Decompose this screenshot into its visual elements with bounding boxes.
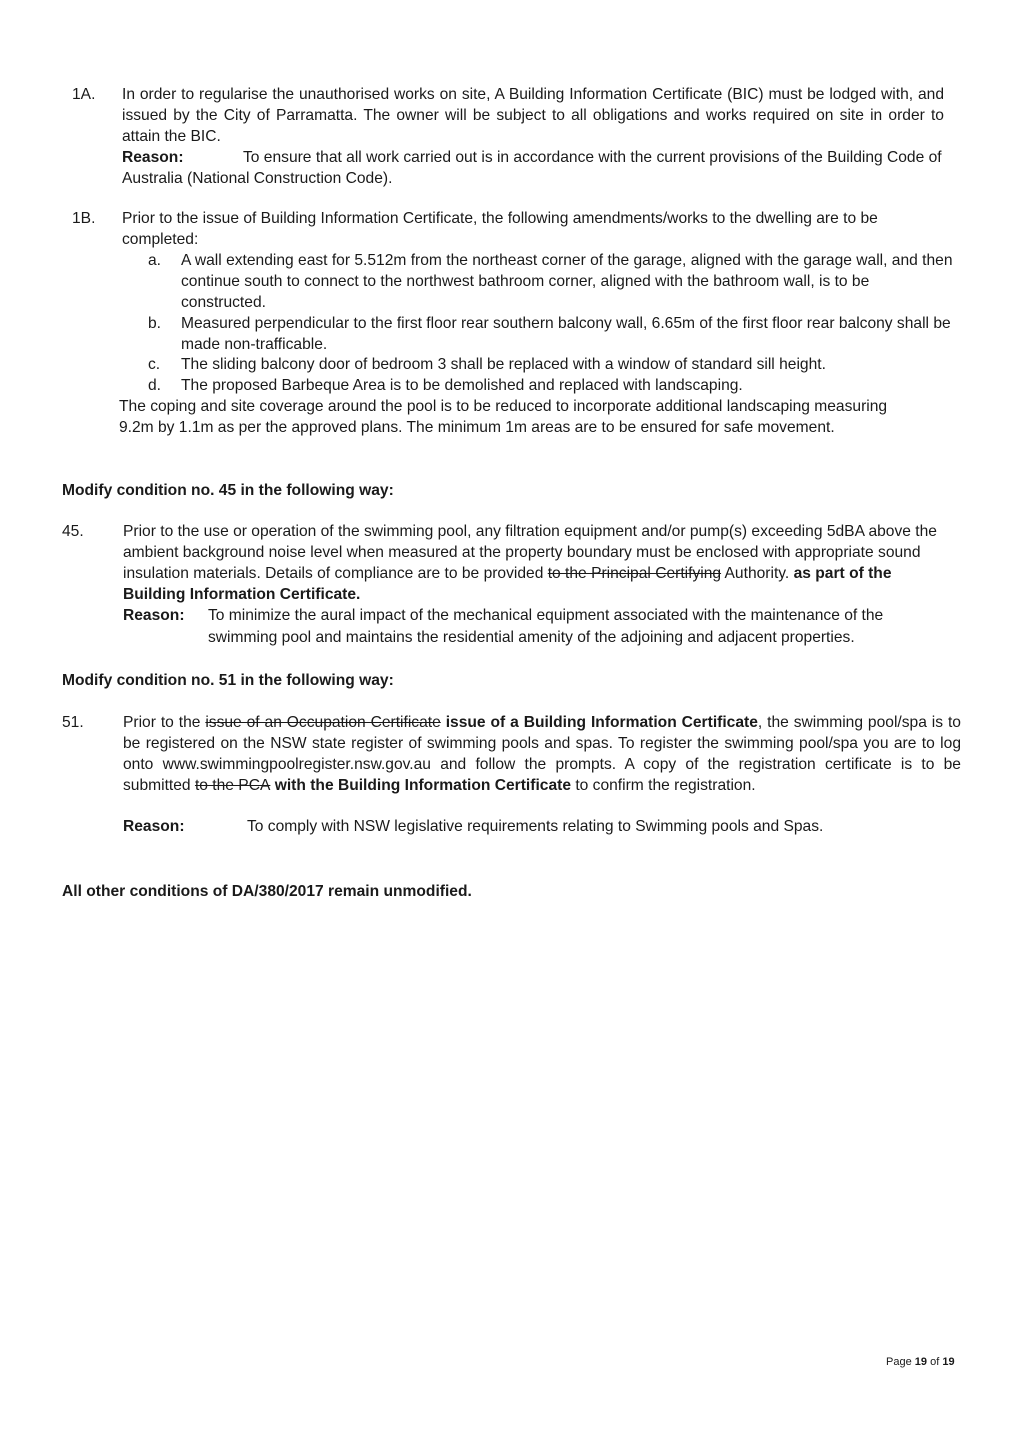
condition-1a-reason-text: To ensure that all work carried out is in accordance with the current provisions of the Building Code of Australia (National Construction Code). <box>122 149 942 187</box>
condition-45-text <box>123 521 955 605</box>
condition-51-number: 51. <box>62 714 84 731</box>
condition-45-reason-line-1: To minimize the aural impact of the mechanical equipment associated with the maintenance of the <box>208 607 884 624</box>
page-total: 19 <box>942 1356 955 1368</box>
condition-1b-intro: Prior to the issue of Building Information Certificate, the following amendments/works to the dwelling are to be completed: <box>122 210 878 248</box>
page-number <box>886 1355 955 1369</box>
condition-1b-number: 1B. <box>72 210 96 227</box>
condition-45-reason-label: Reason: <box>123 607 185 624</box>
of-word: of <box>930 1356 940 1368</box>
condition-51-text-a: Prior to the <box>123 714 206 731</box>
condition-51-struck-text-2: to the PCA <box>194 777 271 794</box>
condition-51-text-b: , the swimming pool/spa is to be registered on the NSW state register of swimming pools and spas. To register the swimming pool/spa you are to log onto www.swimmingpoolregister.nsw.gov.au and follow the prompts. A copy of the registration certificate is to be submitted <box>123 714 961 794</box>
condition-1b-item-text: Measured perpendicular to the first floor rear southern balcony wall, 6.65m of the first floor rear balcony shall be made non-trafficable. <box>181 315 951 353</box>
condition-51-reason-text: To comply with NSW legislative requirements relating to Swimming pools and Spas. <box>247 818 824 835</box>
page-word: Page <box>886 1356 912 1368</box>
closing-statement: All other conditions of DA/380/2017 remain unmodified. <box>62 883 472 900</box>
modify-51-heading: Modify condition no. 51 in the following way: <box>62 672 394 689</box>
modify-45-heading: Modify condition no. 45 in the following way: <box>62 482 394 499</box>
condition-1b-item-text: A wall extending east for 5.512m from the northeast corner of the garage, aligned with the garage wall, and then continue south to connect to the northwest bathroom corner, aligned with the bathroom wall, is to be constructed. <box>181 252 953 311</box>
condition-51-struck-text-1: issue of an Occupation Certificate <box>205 714 441 731</box>
condition-1a-reason-label: Reason: <box>122 149 184 166</box>
condition-51-text <box>123 712 961 796</box>
condition-45-struck-text: to the Principal Certifying <box>547 565 722 582</box>
condition-1b-item-text: The sliding balcony door of bedroom 3 shall be replaced with a window of standard sill height. <box>181 356 826 373</box>
condition-51-reason-label: Reason: <box>123 818 185 835</box>
page-current: 19 <box>914 1356 928 1368</box>
condition-45-added-text: as part of the Building Information Certificate. <box>123 565 892 603</box>
condition-1b-item-letter: a. <box>148 252 162 269</box>
condition-45-text-b: Authority. <box>721 565 794 582</box>
condition-45-reason-line-2: swimming pool and maintains the residential amenity of the adjoining and adjacent properties. <box>208 629 855 646</box>
condition-1b-item-letter: c. <box>148 356 161 373</box>
condition-1b-item-letter: b. <box>148 315 162 332</box>
condition-1a-text: In order to regularise the unauthorised works on site, A Building Information Certificate (BIC) must be lodged with, and issued by the City of Parramatta. The owner will be subject to all obligations and works required on site in order to attain the BIC. <box>122 86 944 145</box>
condition-51-added-text-1: issue of a Building Information Certificate <box>440 714 758 731</box>
condition-1b-closing: The coping and site coverage around the pool is to be reduced to incorporate additional landscaping measuring 9.2m by 1.1m as per the approved plans. The minimum 1m areas are to be ensured for safe movement. <box>119 398 888 436</box>
condition-51-text-c: to confirm the registration. <box>571 777 756 794</box>
condition-51-added-text-2: with the Building Information Certificate <box>270 777 571 794</box>
condition-1b-item-letter: d. <box>148 377 162 394</box>
condition-45-text-a: Prior to the use or operation of the swimming pool, any filtration equipment and/or pump(s) exceeding 5dBA above the ambient background noise level when measured at the property boundary must be enclosed with appropriate sound insulation materials. Details of compliance are to be provided <box>123 523 937 582</box>
condition-1a-number: 1A. <box>72 86 96 103</box>
condition-45-number: 45. <box>62 523 84 540</box>
condition-1b-item-text: The proposed Barbeque Area is to be demolished and replaced with landscaping. <box>181 377 743 394</box>
